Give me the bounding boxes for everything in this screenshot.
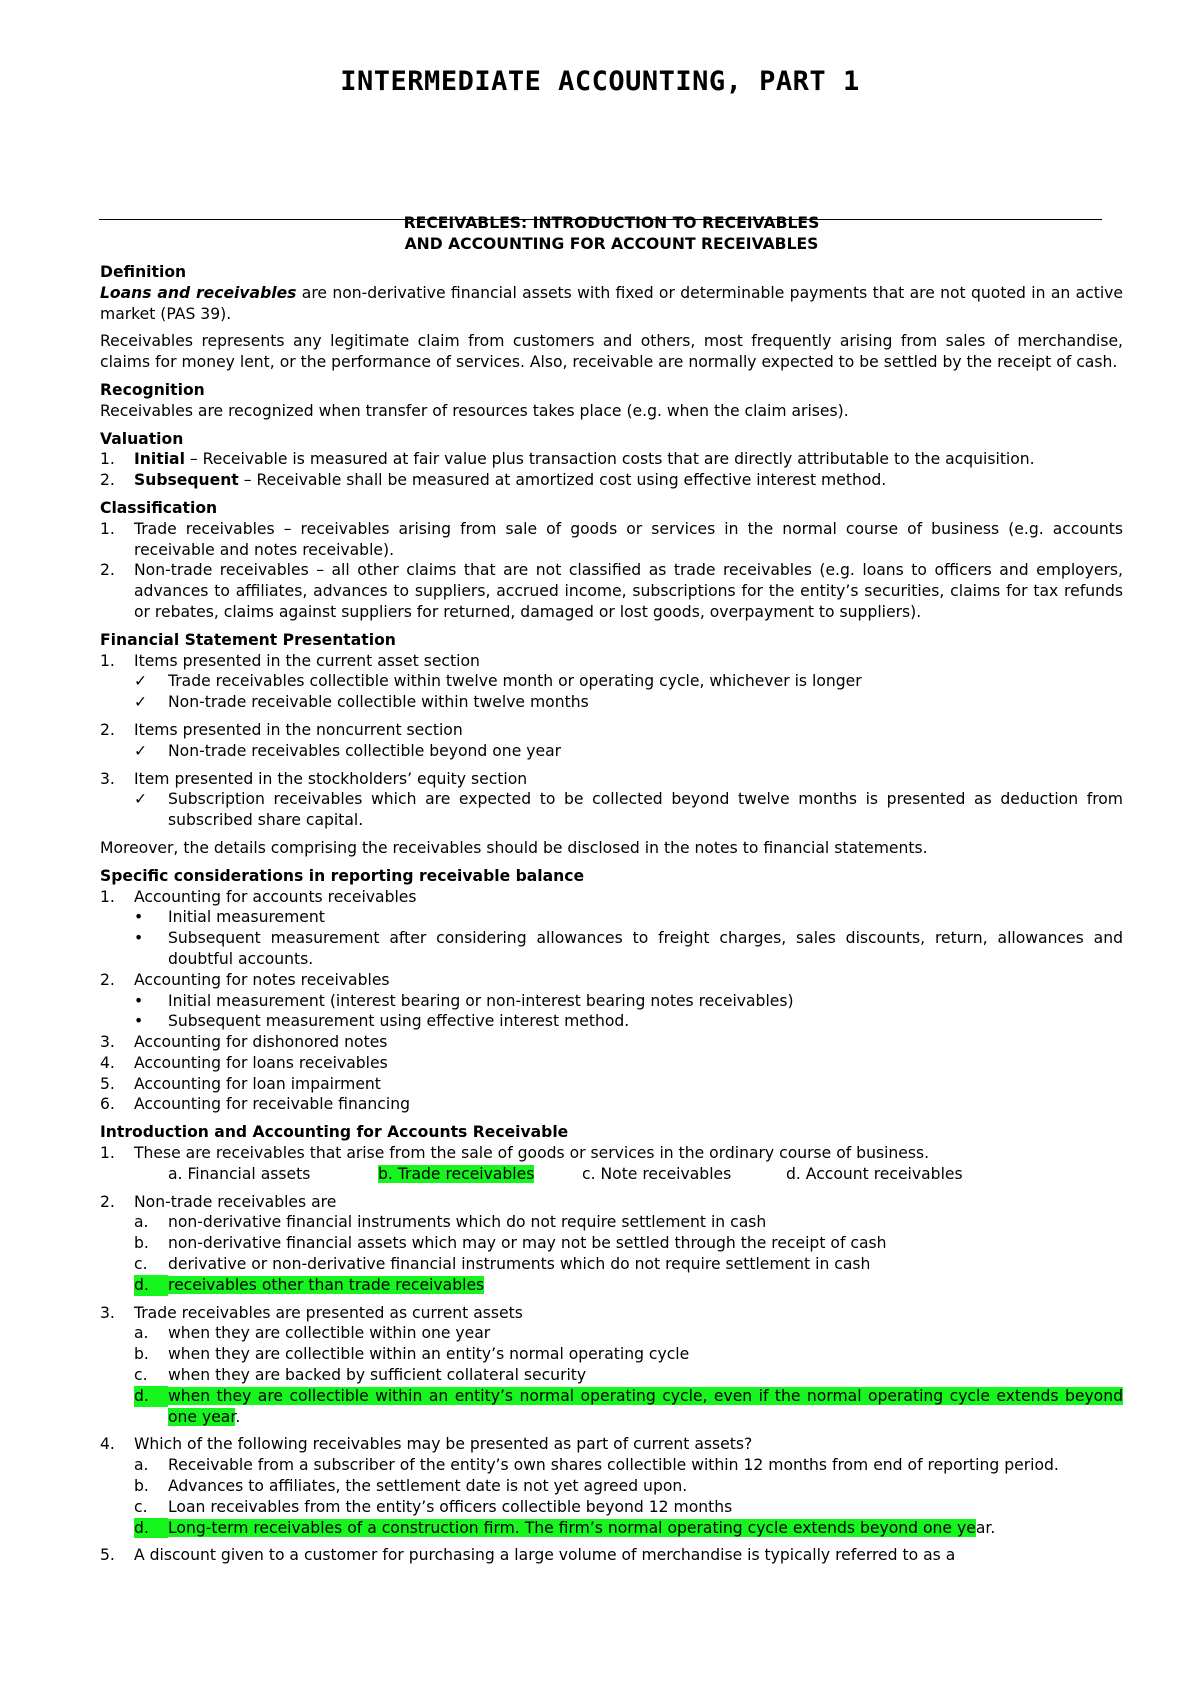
check-icon: ✓ xyxy=(134,741,148,760)
valuation-text: – Receivable shall be measured at amortized cost using effective interest method. xyxy=(238,471,887,490)
list-item xyxy=(100,1053,1123,1074)
list-item xyxy=(100,970,1123,991)
question-item xyxy=(100,1545,1123,1566)
answer-option xyxy=(100,1497,1123,1518)
sub-text: Initial measurement (interest bearing or non-interest bearing notes receivables) xyxy=(168,991,794,1010)
bullet-icon: • xyxy=(134,908,144,927)
sub-item xyxy=(100,692,1123,713)
receivables-paragraph: Receivables represents any legitimate claim from customers and others, most frequently arising from sales of merchandise, claims for money lent, or the performance of services. Also, receivable are normally expected to be settled by the receipt of cash. xyxy=(100,332,1123,372)
valuation-term: Initial xyxy=(134,450,185,469)
list-item xyxy=(100,1094,1123,1115)
list-number: 5. xyxy=(100,1074,115,1093)
list-item xyxy=(100,1032,1123,1053)
answer-option xyxy=(100,1455,1123,1476)
sub-text: Non-trade receivable collectible within twelve months xyxy=(168,693,589,712)
list-text: Trade receivables – receivables arising from sale of goods or services in the normal course of business (e.g. accounts receivable and notes receivable). xyxy=(134,519,1123,559)
list-number: 2. xyxy=(100,561,115,580)
question-item xyxy=(100,1143,1123,1164)
sub-text: Initial measurement xyxy=(168,908,325,927)
option-letter: a. xyxy=(134,1456,149,1475)
sub-item xyxy=(100,991,1123,1012)
definition-term: Loans and receivables xyxy=(100,283,297,302)
answer-option xyxy=(100,1323,1123,1344)
recognition-heading: Recognition xyxy=(100,380,205,399)
list-text: Accounting for accounts receivables xyxy=(134,887,417,906)
list-number: 2. xyxy=(100,471,115,490)
sub-text: Subsequent measurement using effective interest method. xyxy=(168,1012,630,1031)
sub-item xyxy=(100,1011,1123,1032)
list-item xyxy=(100,1074,1123,1095)
sub-item xyxy=(100,741,1123,762)
option-tail: ar. xyxy=(975,1518,996,1537)
option-letter: a. xyxy=(134,1324,149,1343)
option-text: Loan receivables from the entity’s officers collectible beyond 12 months xyxy=(168,1497,733,1516)
question-text: These are receivables that arise from the sale of goods or services in the ordinary course of business. xyxy=(134,1144,930,1163)
option-letter: b. xyxy=(134,1345,149,1364)
list-text: Items presented in the noncurrent section xyxy=(134,720,463,739)
answer-option xyxy=(100,1212,1123,1233)
option-text: non-derivative financial assets which may or may not be settled through the receipt of cash xyxy=(168,1234,887,1253)
list-number: 4. xyxy=(100,1053,115,1072)
list-number: 3. xyxy=(100,769,115,788)
intro-ar-heading: Introduction and Accounting for Accounts Receivable xyxy=(100,1123,569,1142)
sub-item xyxy=(100,907,1123,928)
sub-text: Subsequent measurement after considering allowances to freight charges, sales discounts, return, allowances and doubtful accounts. xyxy=(168,929,1123,968)
specific-heading: Specific considerations in reporting receivable balance xyxy=(100,866,585,885)
option-letter: b. xyxy=(134,1477,149,1496)
option-letter: a. xyxy=(134,1213,149,1232)
valuation-text: – Receivable is measured at fair value plus transaction costs that are directly attributable to the acquisition. xyxy=(184,450,1035,469)
answer-option: d. Account receivables xyxy=(786,1164,963,1183)
option-text: receivables other than trade receivables xyxy=(168,1275,485,1294)
list-number: 1. xyxy=(100,651,115,670)
question-text: Trade receivables are presented as current assets xyxy=(134,1303,523,1322)
definition-heading: Definition xyxy=(100,263,187,281)
valuation-heading: Valuation xyxy=(100,429,184,448)
question-text: A discount given to a customer for purchasing a large volume of merchandise is typically referred to as a xyxy=(134,1546,956,1565)
list-text: Item presented in the stockholders’ equity section xyxy=(134,769,528,788)
valuation-term: Subsequent xyxy=(134,471,239,490)
answer-option: c. Note receivables xyxy=(582,1164,732,1183)
option-text: when they are backed by sufficient collateral security xyxy=(168,1366,587,1385)
answer-option xyxy=(100,1254,1123,1275)
answer-option-highlighted xyxy=(100,1275,1123,1296)
bullet-icon: • xyxy=(134,1012,144,1031)
document-body xyxy=(100,213,1123,1566)
option-letter: b. xyxy=(134,1234,149,1253)
section-title-line: RECEIVABLES: INTRODUCTION TO RECEIVABLES xyxy=(403,214,820,232)
sub-text: Non-trade receivables collectible beyond one year xyxy=(168,741,562,760)
option-text: Long-term receivables of a construction firm. The firm’s normal operating cycle extends beyond one ye xyxy=(168,1518,976,1537)
sub-text: Subscription receivables which are expected to be collected beyond twelve months is presented as deduction from subscribed share capital. xyxy=(168,790,1123,830)
answer-option-highlighted xyxy=(100,1518,1123,1539)
sub-text: Trade receivables collectible within twelve month or operating cycle, whichever is longer xyxy=(168,672,862,691)
option-letter: c. xyxy=(134,1497,148,1516)
list-item xyxy=(100,519,1123,561)
option-letter: d. xyxy=(134,1275,168,1296)
option-text: Advances to affiliates, the settlement date is not yet agreed upon. xyxy=(168,1477,688,1496)
list-number: 2. xyxy=(100,720,115,739)
option-text: non-derivative financial instruments which do not require settlement in cash xyxy=(168,1213,767,1232)
option-tail: . xyxy=(235,1407,241,1426)
option-letter: d. xyxy=(134,1518,168,1539)
question-number: 4. xyxy=(100,1435,115,1454)
sub-item xyxy=(100,789,1123,831)
list-text: Items presented in the current asset section xyxy=(134,651,480,670)
section-title-line: AND ACCOUNTING FOR ACCOUNT RECEIVABLES xyxy=(404,235,819,253)
option-text: when they are collectible within an entity’s normal operating cycle, even if the normal operating cycle extends beyond one year xyxy=(168,1386,1123,1426)
answer-option xyxy=(100,1233,1123,1254)
option-text: Receivable from a subscriber of the entity’s own shares collectible within 12 months from end of reporting period. xyxy=(168,1456,1059,1475)
list-text: Accounting for loans receivables xyxy=(134,1053,388,1072)
classification-heading: Classification xyxy=(100,498,218,517)
list-item xyxy=(100,887,1123,908)
answer-option xyxy=(100,1365,1123,1386)
page-title: INTERMEDIATE ACCOUNTING, PART 1 xyxy=(340,66,860,97)
list-number: 3. xyxy=(100,1033,115,1052)
highlight-mark: b. Trade receivables xyxy=(378,1164,535,1183)
presentation-heading: Financial Statement Presentation xyxy=(100,630,396,649)
section-title xyxy=(100,213,1123,255)
question-number: 5. xyxy=(100,1546,115,1565)
definition-paragraph xyxy=(100,283,1123,325)
option-text: derivative or non-derivative financial instruments which do not require settlement in cash xyxy=(168,1255,871,1274)
recognition-text: Receivables are recognized when transfer of resources takes place (e.g. when the claim arises). xyxy=(100,401,849,420)
question-number: 2. xyxy=(100,1192,115,1211)
list-text: Accounting for loan impairment xyxy=(134,1074,381,1093)
check-icon: ✓ xyxy=(134,672,148,691)
list-text: Accounting for notes receivables xyxy=(134,970,390,989)
list-item xyxy=(100,449,1123,470)
answer-option-highlighted xyxy=(378,1164,582,1185)
option-letter: d. xyxy=(134,1386,168,1407)
question-text: Which of the following receivables may be presented as part of current assets? xyxy=(134,1435,753,1454)
sub-item xyxy=(100,928,1123,970)
option-text: when they are collectible within one year xyxy=(168,1324,491,1343)
list-number: 2. xyxy=(100,970,115,989)
question-number: 3. xyxy=(100,1303,115,1322)
list-item xyxy=(100,720,1123,741)
list-item xyxy=(100,560,1123,622)
question-item xyxy=(100,1192,1123,1213)
list-number: 1. xyxy=(100,887,115,906)
option-letter: c. xyxy=(134,1366,148,1385)
answer-option-highlighted xyxy=(100,1386,1123,1428)
list-number: 1. xyxy=(100,450,115,469)
check-icon: ✓ xyxy=(134,693,148,712)
list-text: Accounting for receivable financing xyxy=(134,1095,410,1114)
presentation-closing: Moreover, the details comprising the receivables should be disclosed in the notes to financial statements. xyxy=(100,838,928,857)
question-text: Non-trade receivables are xyxy=(134,1192,337,1211)
option-text: when they are collectible within an entity’s normal operating cycle xyxy=(168,1345,690,1364)
answer-option xyxy=(100,1476,1123,1497)
answer-option: a. Financial assets xyxy=(168,1164,311,1183)
list-text: Non-trade receivables – all other claims that are not classified as trade receivables (e.g. loans to officers and employers, advances to affiliates, advances to suppliers, accrued income, subscriptions for the entity’s securities, claims for tax refunds or rebates, claims against suppliers for returned, damaged or lost goods, overpayment to suppliers). xyxy=(134,561,1123,621)
list-item xyxy=(100,470,1123,491)
definition-text: are non-derivative financial assets with fixed or determinable payments that are not quoted in an active market (PAS 39). xyxy=(100,283,1123,323)
list-text: Accounting for dishonored notes xyxy=(134,1033,388,1052)
check-icon: ✓ xyxy=(134,790,148,809)
list-number: 6. xyxy=(100,1095,115,1114)
list-item xyxy=(100,651,1123,672)
sub-item xyxy=(100,671,1123,692)
list-number: 1. xyxy=(100,519,115,538)
answer-option xyxy=(100,1344,1123,1365)
question-item xyxy=(100,1303,1123,1324)
answer-choices xyxy=(100,1164,1123,1185)
option-letter: c. xyxy=(134,1255,148,1274)
bullet-icon: • xyxy=(134,991,144,1010)
question-item xyxy=(100,1434,1123,1455)
question-number: 1. xyxy=(100,1144,115,1163)
list-item xyxy=(100,769,1123,790)
bullet-icon: • xyxy=(134,929,144,948)
